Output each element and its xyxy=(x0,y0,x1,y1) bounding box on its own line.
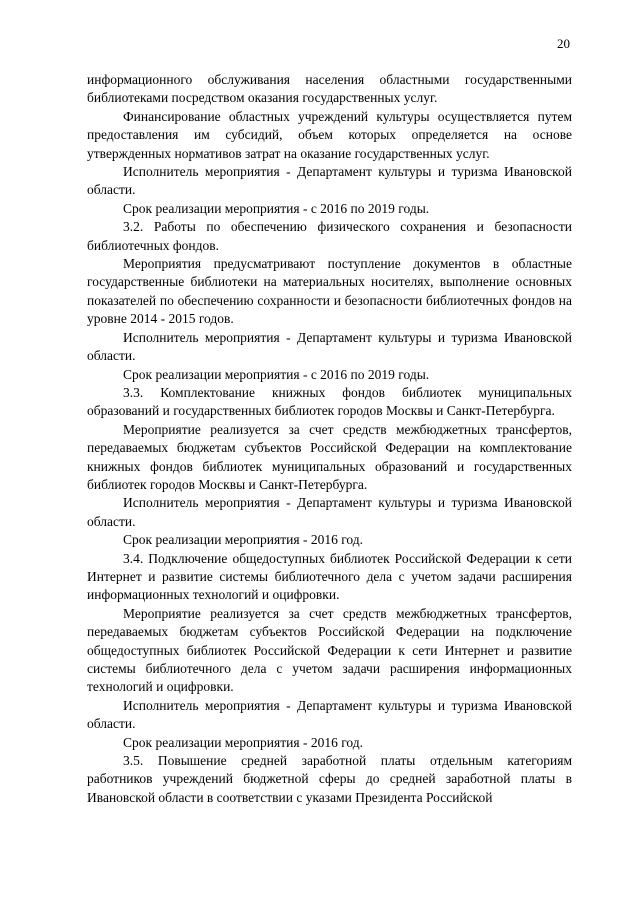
section-heading: 3.4. Подключение общедоступных библиотек Российской Федерации к сети Интернет и развитие системы библиотечного дела с учетом задачи расширения информационных технологий и оцифровки. xyxy=(87,550,572,603)
paragraph: Мероприятия предусматривают поступление документов в областные государственные библиотеки на материальных носителях, выполнение основных показателей по обеспечению сохранности и безопасности библиотечных фондов на уровне 2014 - 2015 годов. xyxy=(87,256,572,327)
section-heading: 3.3. Комплектование книжных фондов библиотек муниципальных образований и государственных библиотек городов Москвы и Санкт-Петербурга. xyxy=(87,384,572,419)
document-body xyxy=(87,71,572,807)
paragraph: Финансирование областных учреждений культуры осуществляется путем предоставления им субсидий, объем которых определяется на основе утвержденных нормативов затрат на оказание государственных услуг. xyxy=(87,108,572,161)
section-heading: 3.5. Повышение средней заработной платы отдельным категориям работников учреждений бюджетной сферы до средней заработной платы в Ивановской области в соответствии с указами Президента Российской xyxy=(87,753,572,805)
paragraph: Мероприятие реализуется за счет средств межбюджетных трансфертов, передаваемых бюджетам субъектов Российской Федерации на подключение общедоступных библиотек Российской Федерации к сети Интернет и развитие системы библиотечного дела с учетом задачи расширения информационных технологий и оцифровки. xyxy=(87,605,572,695)
paragraph: Исполнитель мероприятия - Департамент культуры и туризма Ивановской области. xyxy=(87,164,572,198)
paragraph: Исполнитель мероприятия - Департамент культуры и туризма Ивановской области. xyxy=(87,329,572,364)
paragraph: Исполнитель мероприятия - Департамент культуры и туризма Ивановской области. xyxy=(87,495,572,529)
paragraph: Срок реализации мероприятия - с 2016 по 2019 годы. xyxy=(123,200,430,216)
paragraph: Срок реализации мероприятия - 2016 год. xyxy=(123,734,363,750)
page-number: 20 xyxy=(557,36,570,51)
paragraph: информационного обслуживания населения областными государственными библиотеками посредством оказания государственных услуг. xyxy=(87,72,572,106)
paragraph: Исполнитель мероприятия - Департамент культуры и туризма Ивановской области. xyxy=(87,697,572,732)
section-heading: 3.2. Работы по обеспечению физического сохранения и безопасности библиотечных фондов. xyxy=(87,219,572,253)
paragraph: Мероприятие реализуется за счет средств межбюджетных трансфертов, передаваемых бюджетам субъектов Российской Федерации на комплектование книжных фондов библиотек муниципальных образований и государственных библиотек городов Москвы и Санкт-Петербурга. xyxy=(87,421,572,492)
paragraph: Срок реализации мероприятия - 2016 год. xyxy=(123,532,363,548)
paragraph: Срок реализации мероприятия - с 2016 по 2019 годы. xyxy=(123,366,430,382)
